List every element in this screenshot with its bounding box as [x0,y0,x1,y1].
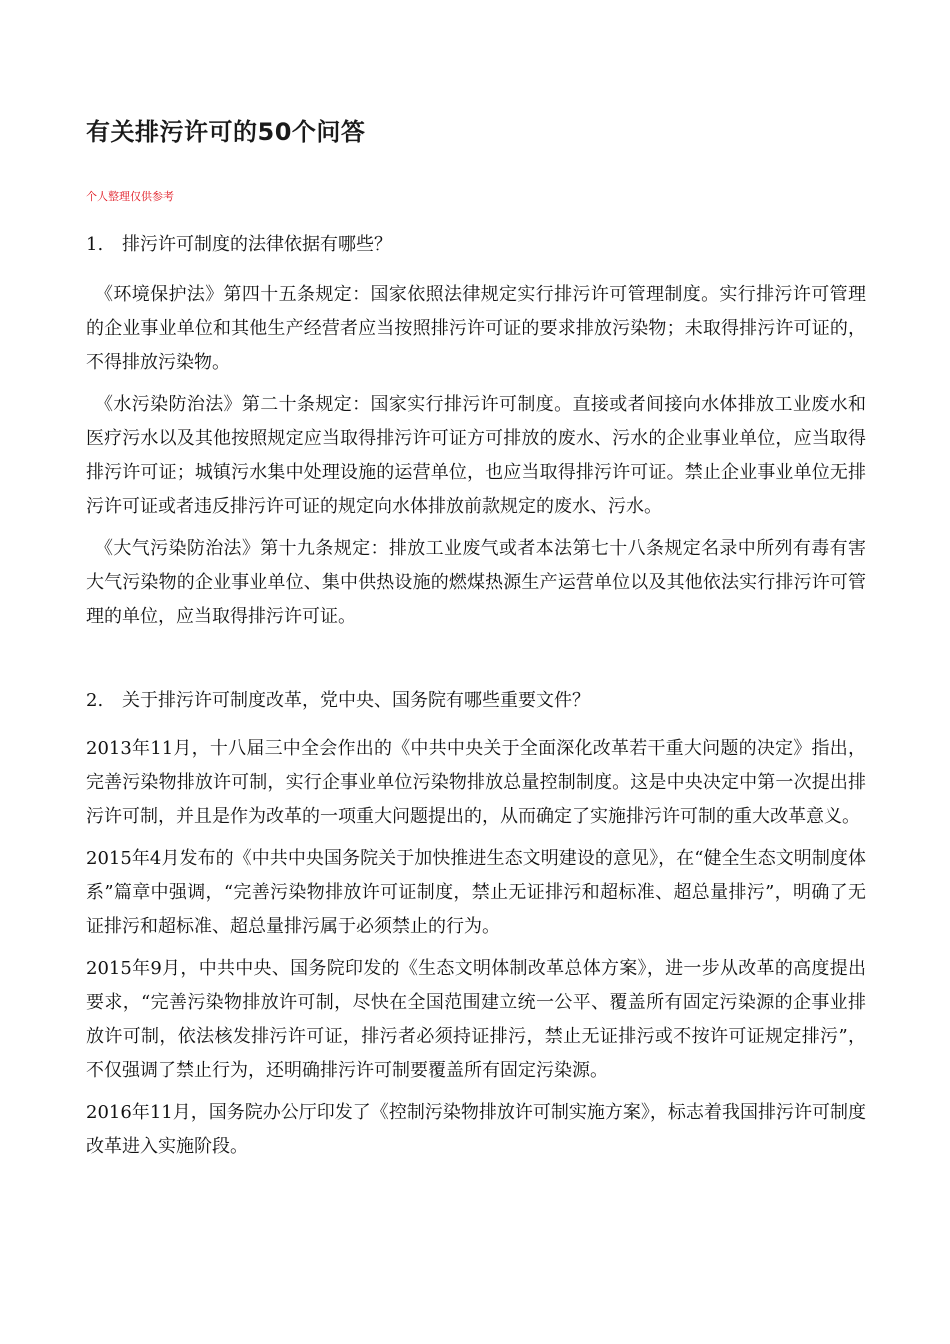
answer-paragraph: 2013年11月，十八届三中全会作出的《中共中央关于全面深化改革若干重大问题的决定》指出，完善污染物排放许可制，实行企事业单位污染物排放总量控制制度。这是中央决定中第一次提出排污许可制，并且是作为改革的一项重大问题提出的，从而确定了实施排污许可制的重大改革意义。 [86,738,866,827]
answer-paragraph: 《环境保护法》第四十五条规定：国家依照法律规定实行排污许可管理制度。实行排污许可管理的企业事业单位和其他生产经营者应当按照排污许可证的要求排放污染物；未取得排污许可证的，不得排放污染物。 [86,284,866,373]
question-heading [86,228,866,262]
question-text: 关于排污许可制度改革，党中央、国务院有哪些重要文件？ [122,690,590,711]
question-number: 2. [86,690,104,711]
question-number: 1. [86,234,104,255]
answer-paragraph: 2016年11月，国务院办公厅印发了《控制污染物排放许可制实施方案》，标志着我国排污许可制度改革进入实施阶段。 [86,1102,866,1157]
question-section-1 [86,228,866,634]
answer-paragraph: 《水污染防治法》第二十条规定：国家实行排污许可制度。直接或者间接向水体排放工业废水和医疗污水以及其他按照规定应当取得排污许可证方可排放的废水、污水的企业事业单位，应当取得排污许可证；城镇污水集中处理设施的运营单位，也应当取得排污许可证。禁止企业事业单位无排污许可证或者违反排污许可证的规定向水体排放前款规定的废水、污水。 [86,394,866,517]
question-section-2 [86,684,866,1164]
answer-paragraph: 《大气污染防治法》第十九条规定：排放工业废气或者本法第七十八条规定名录中所列有毒有害大气污染物的企业事业单位、集中供热设施的燃煤热源生产运营单位以及其他依法实行排污许可管理的单位，应当取得排污许可证。 [86,538,866,627]
question-heading [86,684,866,718]
document-title: 有关排污许可的50个问答 [86,118,366,146]
question-text: 排污许可制度的法律依据有哪些？ [122,234,392,255]
reference-note: 个人整理仅供参考 [86,190,174,203]
answer-paragraph: 2015年9月，中共中央、国务院印发的《生态文明体制改革总体方案》，进一步从改革的高度提出要求，“完善污染物排放许可制，尽快在全国范围建立统一公平、覆盖所有固定污染源的企事业排放许可制，依法核发排污许可证，排污者必须持证排污，禁止无证排污或不按许可证规定排污”，不仅强调了禁止行为，还明确排污许可制要覆盖所有固定污染源。 [86,958,866,1081]
answer-paragraph: 2015年4月发布的《中共中央国务院关于加快推进生态文明建设的意见》，在“健全生态文明制度体系”篇章中强调，“完善污染物排放许可证制度，禁止无证排污和超标准、超总量排污”，明确了无证排污和超标准、超总量排污属于必须禁止的行为。 [86,848,866,937]
